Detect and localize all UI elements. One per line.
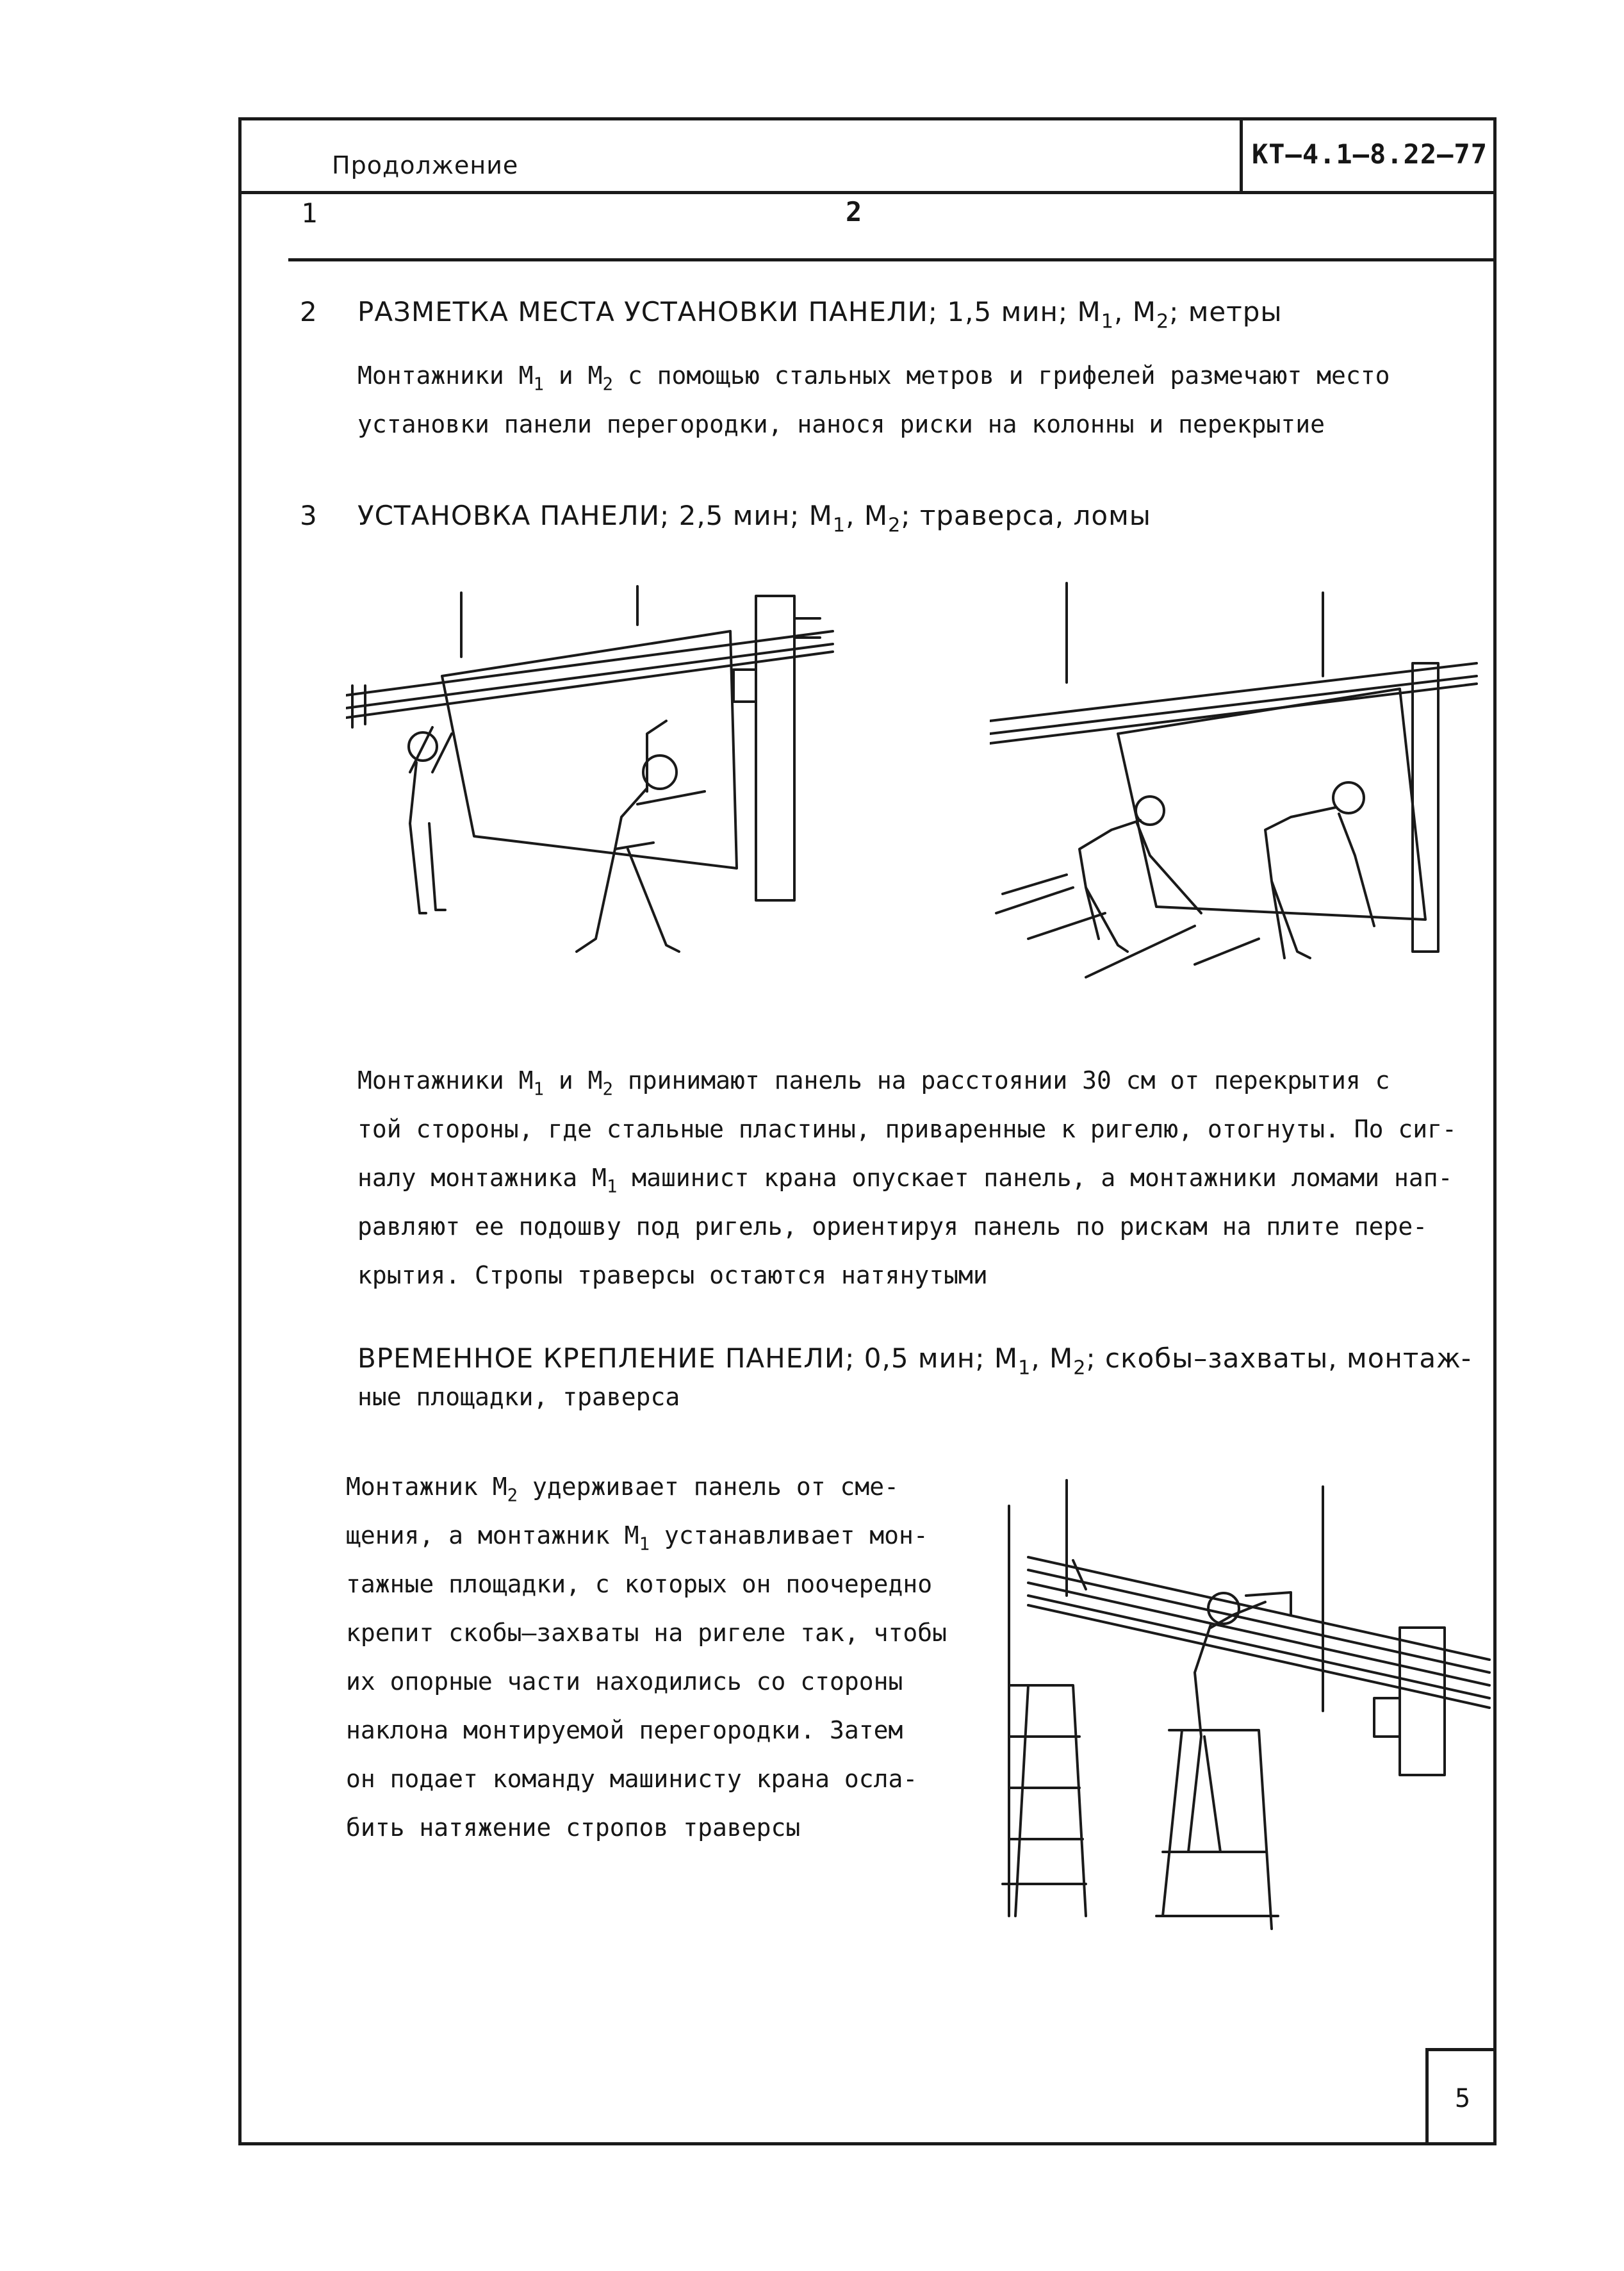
step-3-text-line-5: крытия. Стропы траверсы остаются натянутыми: [357, 1261, 988, 1289]
page-number: 5: [1425, 2048, 1497, 2145]
step-3-text-line-3: налу монтажника $М_1$ машинист крана опускает панель, а монтажники ломами нап-: [357, 1164, 1453, 1197]
step-2-number: 2: [300, 296, 318, 327]
step-2-text-line-1: Монтажники $М_1$ и $М_2$ с помощью стальных метров и грифелей размечают место: [357, 361, 1390, 395]
step-3-text-line-1: Монтажники $М_1$ и $М_2$ принимают панель на расстоянии 30 см от перекрытия с: [357, 1066, 1390, 1100]
column-number-1: 1: [301, 197, 318, 229]
step-4-text-line-4: крепит скобы–захваты на ригеле так, чтобы: [346, 1619, 947, 1647]
step-4-text-line-6: наклона монтируемой перегородки. Затем: [346, 1716, 903, 1744]
column-number-2: 2: [846, 196, 862, 227]
step-4-text-line-5: их опорные части находились со стороны: [346, 1667, 903, 1696]
illustration-panel-receiving: [346, 580, 858, 990]
step-4-text-line-2: щения, а монтажник $М_1$ устанавливает мон-: [346, 1521, 928, 1555]
step-3-number: 3: [300, 500, 318, 531]
step-4-title-line-2: ные площадки, траверса: [357, 1383, 680, 1411]
header-divider: [238, 191, 1240, 194]
step-4-text-line-1: Монтажник $М_2$ удерживает панель от сме-: [346, 1473, 899, 1506]
document-code: КТ–4.1–8.22–77: [1240, 117, 1497, 194]
step-2-text-line-2: установки панели перегородки, нанося риски на колонны и перекрытие: [357, 410, 1325, 438]
illustration-panel-guiding: [990, 580, 1496, 990]
illustration-temporary-fixing: [990, 1467, 1496, 1942]
step-3-title: УСТАНОВКА ПАНЕЛИ; 2,5 мин; $М_1$, $М_2$; траверса, ломы: [357, 500, 1151, 537]
continuation-label: Продолжение: [332, 151, 519, 179]
step-2-title: РАЗМЕТКА МЕСТА УСТАНОВКИ ПАНЕЛИ; 1,5 мин; $М_1$, $М_2$; метры: [357, 296, 1283, 333]
step-4-text-line-3: тажные площадки, с которых он поочередно: [346, 1570, 933, 1598]
step-3-text-line-4: равляют ее подошву под ригель, ориентируя панель по рискам на плите пере-: [357, 1212, 1428, 1241]
step-3-text-line-2: той стороны, где стальные пластины, приваренные к ригелю, отогнуты. По сиг-: [357, 1115, 1457, 1143]
step-4-title: ВРЕМЕННОЕ КРЕПЛЕНИЕ ПАНЕЛИ; 0,5 мин; $М_1$, $М_2$; скобы–захваты, монтаж-: [357, 1342, 1472, 1380]
column-header-divider: [288, 258, 1497, 261]
step-4-text-line-7: он подает команду машинисту крана ослa-: [346, 1765, 918, 1793]
step-4-text-line-8: бить натяжение стропов траверсы: [346, 1813, 801, 1842]
